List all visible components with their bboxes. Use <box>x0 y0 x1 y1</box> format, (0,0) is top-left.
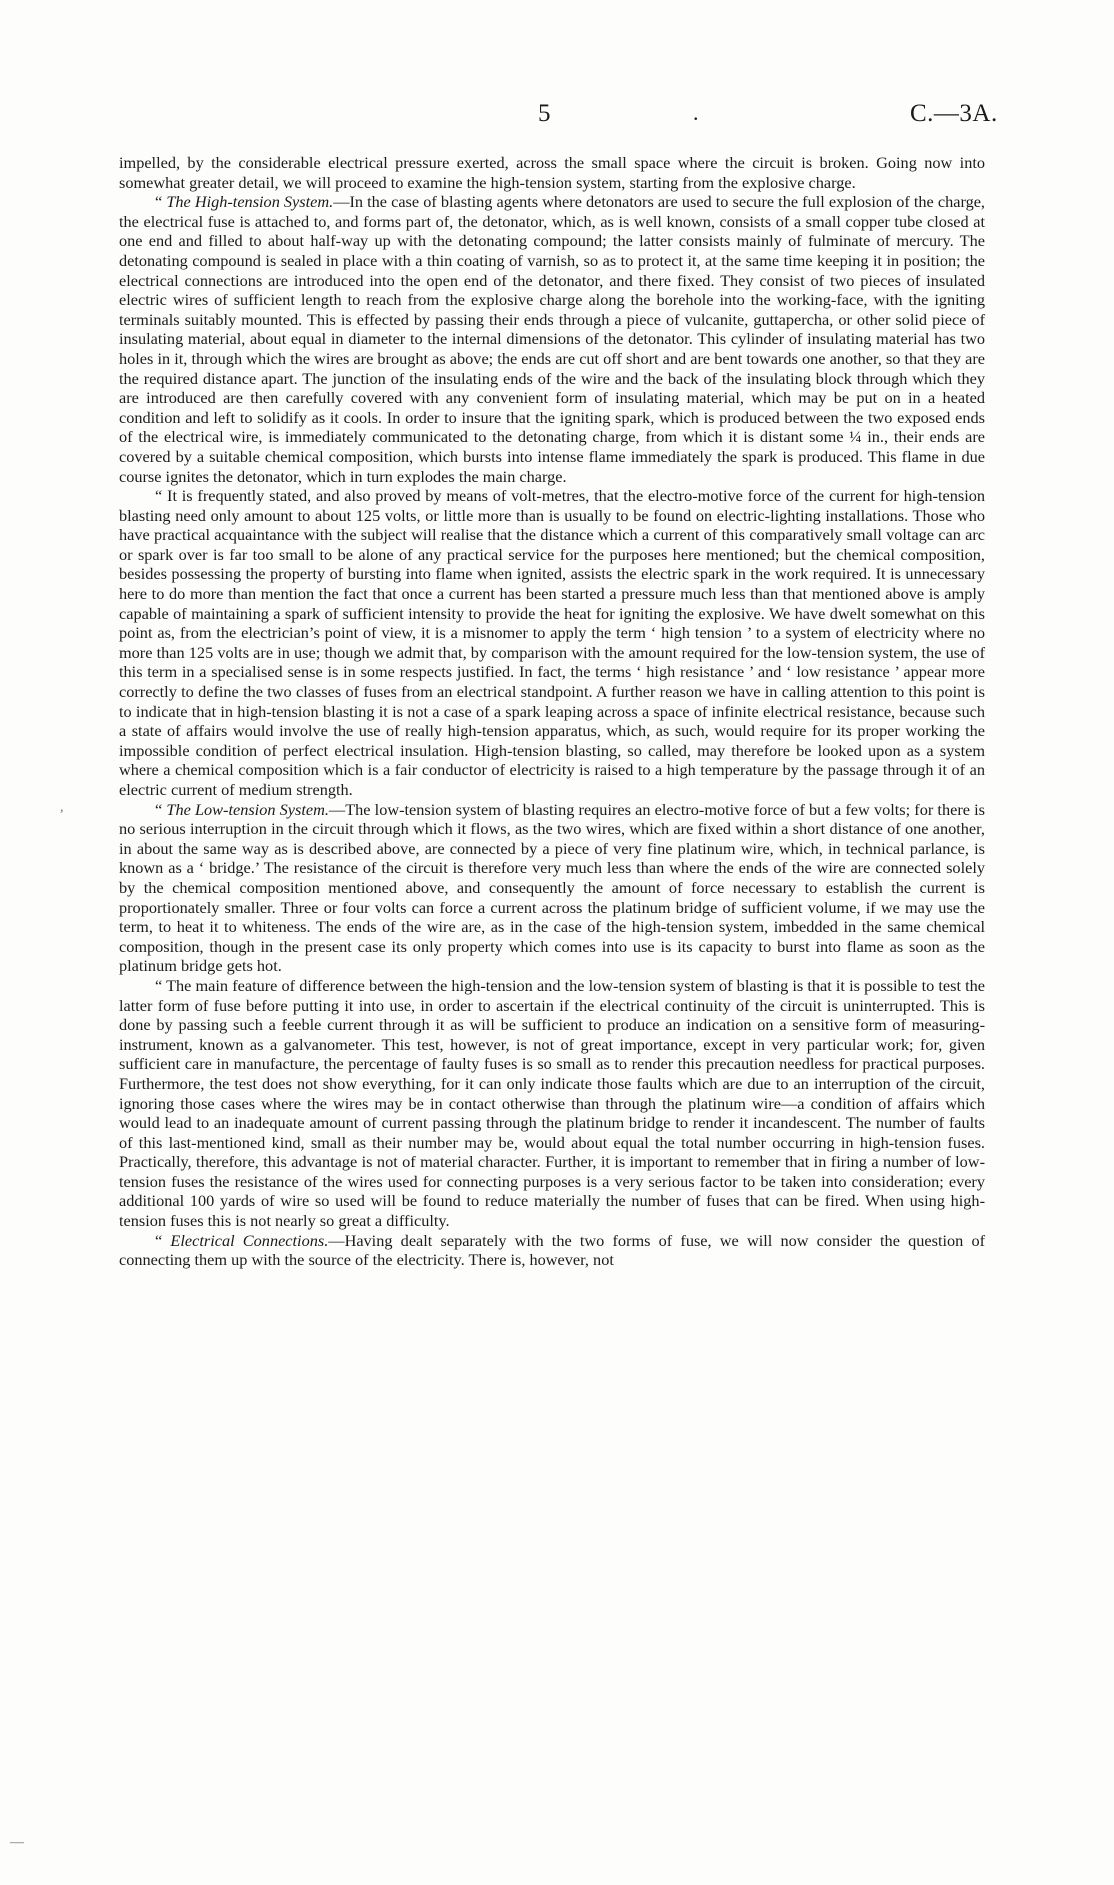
page-number: 5 <box>538 100 551 127</box>
paragraph-2 <box>119 192 985 486</box>
paragraph-text: The main feature of difference between the high-tension and the low-tension system of blasting is that it is possible to test the latter form of fuse before putting it into use, in order to ascertain if the electrical continuity of the circuit is uninterrupted. This is done by passing such a feeble current through it as will be sufficient to produce an indication on a sensitive form of measuring-instrument, known as a galvanometer. This test, however, is not of great importance, except in very particular work; for, given sufficient care in manufacture, the percentage of faulty fuses is so small as to render this precaution needless for practical purposes. Furthermore, the test does not show everything, for it can only indicate those faults which are due to an interruption of the circuit, ignoring those cases where the wires may be in contact otherwise than through the platinum wire—a condition of affairs which would lead to an inadequate amount of current passing through the platinum bridge to render it incandescent. The number of faults of this last-mentioned kind, small as their number may be, would about equal the total number occurring in high-tension fuses. Practically, therefore, this advantage is not of material character. Further, it is important to remember that in firing a number of low-tension fuses the resistance of the wires used for connecting purposes is a very serious factor to be taken into consideration; every additional 100 yards of wire so used will be found to reduce materially the number of fuses that can be fired. When using high-tension fuses this is not nearly so great a difficulty. <box>119 975 985 1231</box>
paragraph-3 <box>119 486 985 800</box>
paragraph-text: —The low-tension system of blasting requires an electro-motive force of but a few volts; for there is no serious interruption in the circuit through which it flows, as the two wires, which are fixed within a short distance of one another, in about the same way as is described above, are connected by a piece of very fine platinum wire, which, in technical parlance, is known as a ‘ bridge.’ The resistance of the circuit is therefore very much less than where the ends of the wire are connected solely by the chemical composition mentioned above, and consequently the amount of force necessary to establish the current is proportionately smaller. Three or four volts can force a current across the platinum bridge of sufficient volume, if we may use the term, to heat it to whiteness. The ends of the wire are, as in the case of the high-tension system, imbedded in the same chemical composition, though in the present case its only property which comes into use is its capacity to burst into flame as soon as the platinum bridge gets hot. <box>119 799 985 976</box>
quote-mark: “ <box>155 975 167 995</box>
quote-mark: “ <box>155 799 167 819</box>
paragraph-text: —In the case of blasting agents where detonators are used to secure the full explosion of the charge, the electrical fuse is attached to, and forms part of, the detonator, which, as is well known, consists of a small copper tube closed at one end and filled to about half-way up with the detonating compound; the latter consists mainly of fulminate of mercury. The detonating compound is sealed in place with a thin coating of varnish, so as to protect it, at the same time keeping it in position; the electrical connections are introduced into the open end of the detonator, and there fixed. They consist of two pieces of insulated electric wires of sufficient length to reach from the explosive charge along the borehole into the working-face, with the igniting terminals suitably mounted. This is effected by passing their ends through a piece of vulcanite, guttapercha, or other solid piece of insulating material, about equal in diameter to the internal dimensions of the detonator. This cylinder of insulating material has two holes in it, through which the wires are brought as above; the ends are cut off short and are bent towards one another, so that they are the required distance apart. The junction of the insulating ends of the wire and the back of the insulating block through which they are introduced are then carefully covered with any convenient form of insulating material, which may be put on in a heated condition and left to solidify as it cools. In order to insure that the igniting spark, which is produced between the two exposed ends of the electrical wire, is immediately communicated to the detonating charge, from which it is distant some ¼ in., their ends are covered by a suitable chemical composition, which bursts into intense flame immediately the spark is produced. This flame in due course ignites the detonator, which in turn explodes the main charge. <box>119 192 986 486</box>
document-code: C.—3A. <box>910 100 998 127</box>
quote-mark: “ <box>155 1230 171 1250</box>
header-dot: . <box>693 100 699 125</box>
page-header <box>0 100 1114 130</box>
quote-mark: “ <box>155 486 168 506</box>
paragraph-4 <box>119 800 985 976</box>
body-text <box>119 153 985 1270</box>
paragraph-text: —Having dealt separately with the two forms of fuse, we will now consider the question of connecting them up with the source of the electricity. There is, however, not <box>119 1230 986 1270</box>
margin-mark: , <box>60 800 64 815</box>
paragraph-text: impelled, by the considerable electrical pressure exerted, across the small space where the circuit is broken. Going now into somewhat greater detail, we will proceed to examine the high-tension system, starting from the explosive charge. <box>119 153 985 192</box>
section-heading-low-tension: The Low-tension System. <box>166 799 329 819</box>
paragraph-5 <box>119 976 985 1231</box>
margin-mark: — <box>10 1835 24 1850</box>
section-heading-high-tension: The High-tension System. <box>166 192 334 212</box>
paragraph-6 <box>119 1231 985 1270</box>
paragraph-text: It is frequently stated, and also proved by means of volt-metres, that the electro-motive force of the current for high-tension blasting need only amount to about 125 volts, or little more than is usually to be found on electric-lighting installations. Those who have practical acquaintance with the subject will realise that the distance which a current of this comparatively small voltage can arc or spark over is far too small to be alone of any practical service for the purposes here mentioned; but the chemical composition, besides possessing the property of bursting into flame when ignited, assists the electric spark in the work required. It is unnecessary here to do more than mention the fact that once a current has been started a pressure much less than that mentioned above is amply capable of maintaining a spark of sufficient intensity to provide the heat for igniting the explosive. We have dwelt somewhat on this point as, from the electrician’s point of view, it is a misnomer to apply the term ‘ high tension ’ to a system of electricity where no more than 125 volts are in use; though we admit that, by comparison with the amount required for the low-tension system, the use of this term in a specialised sense is in some respects justified. In fact, the terms ‘ high resistance ’ and ‘ low resistance ’ appear more correctly to define the two classes of fuses from an electrical standpoint. A further reason we have in calling attention to this point is to indicate that in high-tension blasting it is not a case of a spark leaping across a space of infinite electrical resistance, because such a state of affairs would involve the use of really high-tension apparatus, which, as such, would require for its proper working the impossible condition of perfect electrical insulation. High-tension blasting, so called, may therefore be looked upon as a system where a chemical composition which is a fair conductor of electricity is raised to a high temperature by the passage through it of an electric current of medium strength. <box>119 486 986 799</box>
paragraph-1 <box>119 153 985 192</box>
quote-mark: “ <box>155 192 167 212</box>
section-heading-electrical-connections: Electrical Connections. <box>170 1230 329 1250</box>
